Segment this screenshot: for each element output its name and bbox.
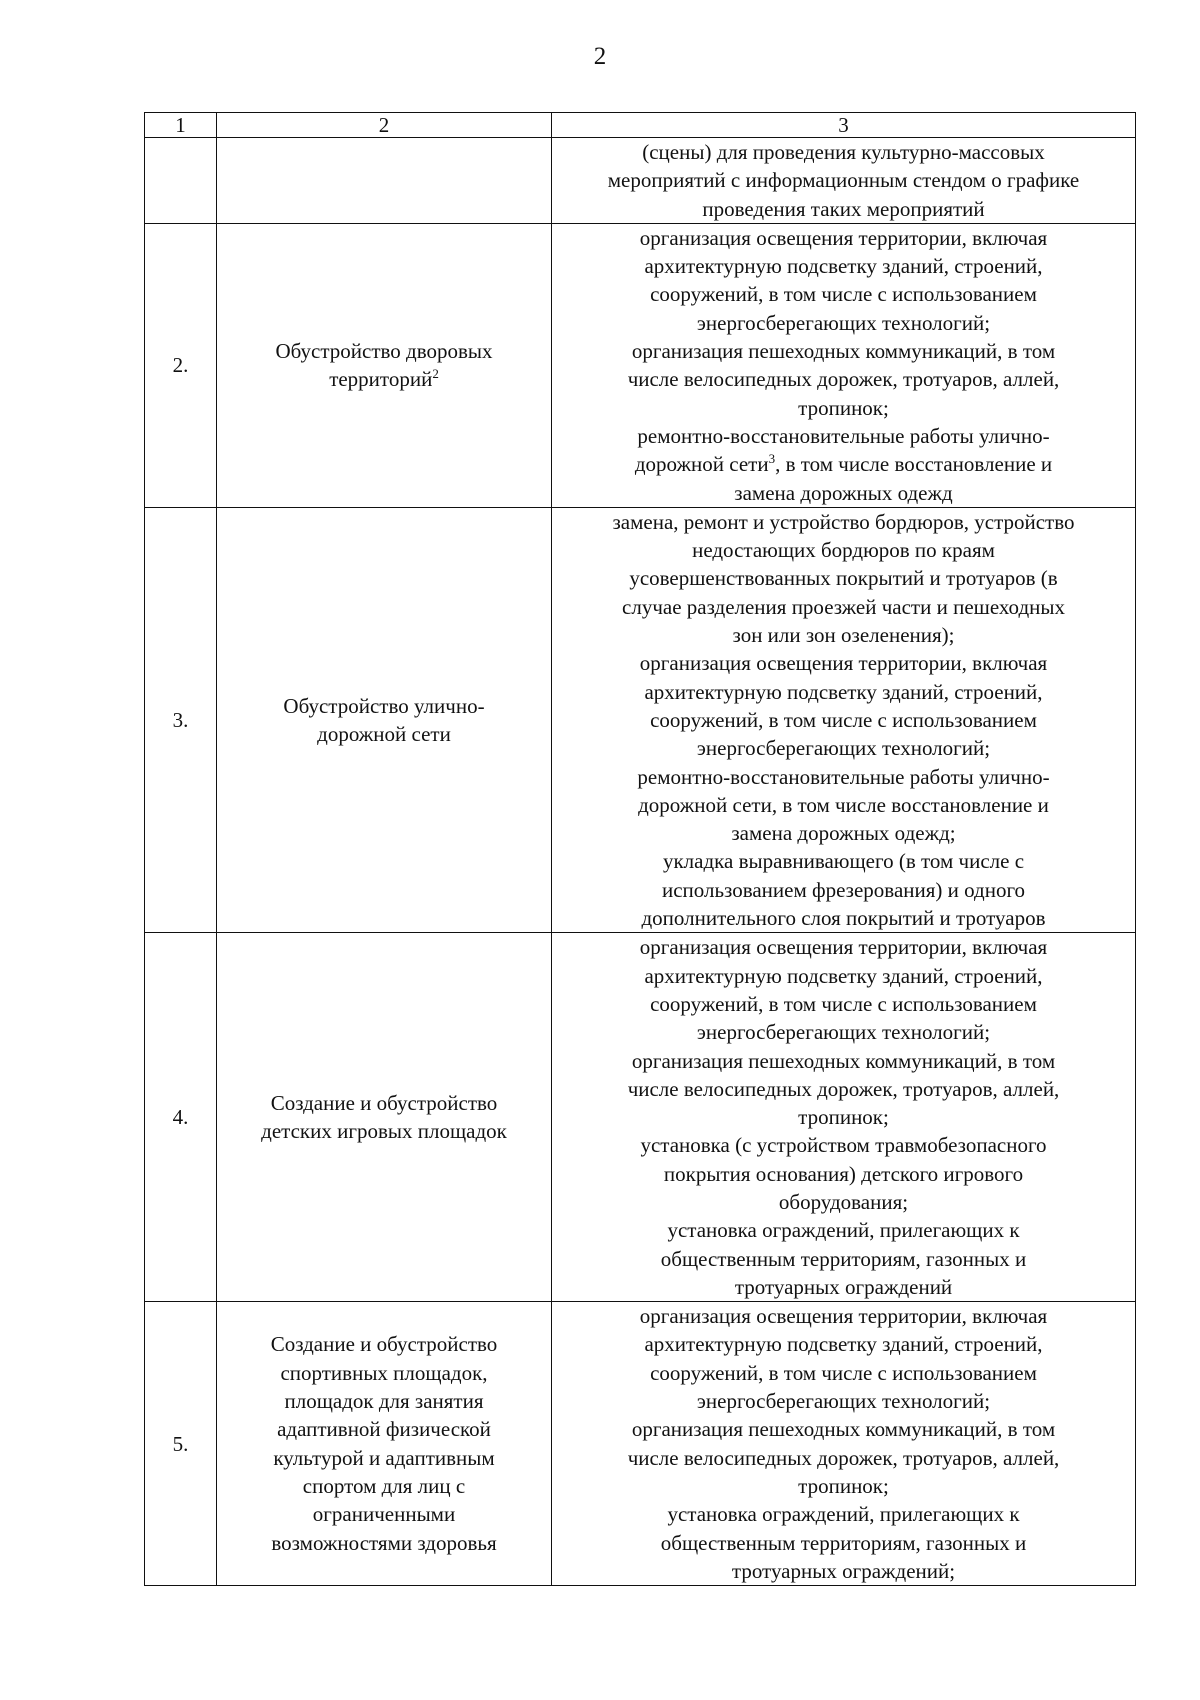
table-header-row	[145, 113, 1136, 138]
works-line: организация освещения территории, включая	[639, 225, 1048, 250]
name-line: Обустройство улично-	[283, 693, 485, 718]
name-line: дорожной сети	[317, 722, 451, 747]
works-line: организация освещения территории, включая	[639, 1304, 1048, 1329]
footnote-marker: 2	[432, 366, 439, 382]
row-works	[552, 138, 1136, 224]
works-line: зон или зон озеленения);	[732, 623, 955, 648]
works-line: (сцены) для проведения культурно-массовых	[642, 140, 1045, 164]
works-line: усовершенствованных покрытий и тротуаров (в	[629, 566, 1058, 591]
name-line: Обустройство дворовых	[275, 339, 493, 364]
works-line: тротуарных ограждений	[734, 1274, 953, 1299]
works-line: тротуарных ограждений;	[731, 1558, 956, 1583]
works-line: замена дорожных одежд	[734, 480, 953, 505]
works-line: случае разделения проезжей части и пешеходных	[622, 594, 1065, 619]
works-line: архитектурную подсветку зданий, строений,	[644, 679, 1043, 704]
works-line: дополнительного слоя покрытий и тротуаров	[641, 906, 1046, 931]
works-line: недостающих бордюров по краям	[692, 538, 995, 563]
name-line: возможностями здоровья	[271, 1530, 497, 1555]
works-line: сооружений, в том числе с использованием	[650, 707, 1037, 732]
name-line: адаптивной физической	[277, 1417, 491, 1442]
row-works	[552, 1302, 1136, 1586]
works-line: числе велосипедных дорожек, тротуаров, аллей,	[627, 1076, 1060, 1101]
row-number: 4.	[145, 933, 217, 1302]
column-header-3: 3	[552, 113, 1136, 138]
works-line: использованием фрезерования) и одного	[661, 877, 1026, 902]
works-segment: дорожной сети	[634, 452, 769, 477]
row-number: 2.	[145, 223, 217, 507]
works-line: тропинок;	[798, 1473, 889, 1498]
name-line-with-footnote	[223, 365, 545, 393]
works-line: организация пешеходных коммуникаций, в том	[631, 1417, 1056, 1442]
works-line: покрытия основания) детского игрового	[663, 1161, 1024, 1186]
name-line: площадок для занятия	[284, 1389, 484, 1414]
works-line: организация освещения территории, включая	[639, 651, 1048, 676]
works-line: замена дорожных одежд;	[731, 821, 956, 846]
works-line: ремонтно-восстановительные работы улично-	[637, 764, 1050, 789]
row-name	[217, 138, 552, 224]
table-row	[145, 1302, 1136, 1586]
name-line: детских игровых площадок	[261, 1119, 507, 1144]
footnote-marker: 3	[768, 451, 776, 467]
table-row	[145, 138, 1136, 224]
works-line: общественным территориям, газонных и	[660, 1530, 1027, 1555]
works-line: энергосберегающих технологий;	[696, 310, 991, 335]
table-row	[145, 507, 1136, 932]
works-line: мероприятий с информационным стендом о графике	[607, 168, 1080, 193]
name-line: спортивных площадок,	[280, 1360, 488, 1385]
row-works	[552, 933, 1136, 1302]
works-line: ремонтно-восстановительные работы улично-	[637, 423, 1050, 448]
works-line: сооружений, в том числе с использованием	[650, 282, 1037, 307]
table-row	[145, 933, 1136, 1302]
works-table	[144, 112, 1136, 1586]
works-line: установка (с устройством травмобезопасного	[640, 1133, 1047, 1158]
works-line: тропинок;	[798, 395, 889, 420]
works-segment: , в том числе восстановление и	[775, 452, 1053, 477]
works-line: энергосберегающих технологий;	[696, 1020, 991, 1045]
works-line-with-footnote	[558, 450, 1129, 478]
name-line: ограниченными	[312, 1502, 456, 1527]
works-line: сооружений, в том числе с использованием	[650, 991, 1037, 1016]
name-line: спортом для лиц с	[302, 1473, 466, 1498]
row-works	[552, 223, 1136, 507]
works-line: архитектурную подсветку зданий, строений,	[644, 963, 1043, 988]
works-line: проведения таких мероприятий	[702, 196, 985, 221]
row-number: 5.	[145, 1302, 217, 1586]
row-name	[217, 507, 552, 932]
works-line: общественным территориям, газонных и	[660, 1246, 1027, 1271]
column-header-2: 2	[217, 113, 552, 138]
row-name	[217, 223, 552, 507]
works-line: укладка выравнивающего (в том числе с	[662, 849, 1025, 874]
row-name	[217, 1302, 552, 1586]
row-name	[217, 933, 552, 1302]
works-line: тропинок;	[798, 1105, 889, 1130]
page-number: 2	[593, 43, 607, 70]
name-line: Создание и обустройство	[270, 1090, 498, 1115]
works-line: энергосберегающих технологий;	[696, 736, 991, 761]
row-number	[145, 138, 217, 224]
works-line: оборудования;	[778, 1189, 909, 1214]
works-line: организация пешеходных коммуникаций, в том	[631, 339, 1056, 364]
name-line: Создание и обустройство	[270, 1332, 498, 1357]
row-works	[552, 507, 1136, 932]
works-line: установка ограждений, прилегающих к	[667, 1218, 1020, 1243]
works-line: числе велосипедных дорожек, тротуаров, аллей,	[627, 367, 1060, 392]
works-line: установка ограждений, прилегающих к	[667, 1502, 1020, 1527]
name-line: территорий	[329, 367, 433, 392]
name-line: культурой и адаптивным	[273, 1445, 495, 1470]
works-line: замена, ремонт и устройство бордюров, устройство	[612, 509, 1075, 534]
works-line: дорожной сети, в том числе восстановление и	[638, 792, 1049, 817]
works-line: сооружений, в том числе с использованием	[650, 1360, 1037, 1385]
row-number: 3.	[145, 507, 217, 932]
table-row	[145, 223, 1136, 507]
works-line: числе велосипедных дорожек, тротуаров, аллей,	[627, 1445, 1060, 1470]
works-line: организация освещения территории, включая	[639, 935, 1048, 960]
works-line: архитектурную подсветку зданий, строений,	[644, 254, 1043, 279]
column-header-1: 1	[145, 113, 217, 138]
works-line: организация пешеходных коммуникаций, в том	[631, 1048, 1056, 1073]
works-line: энергосберегающих технологий;	[696, 1389, 991, 1414]
works-line: архитектурную подсветку зданий, строений,	[644, 1332, 1043, 1357]
